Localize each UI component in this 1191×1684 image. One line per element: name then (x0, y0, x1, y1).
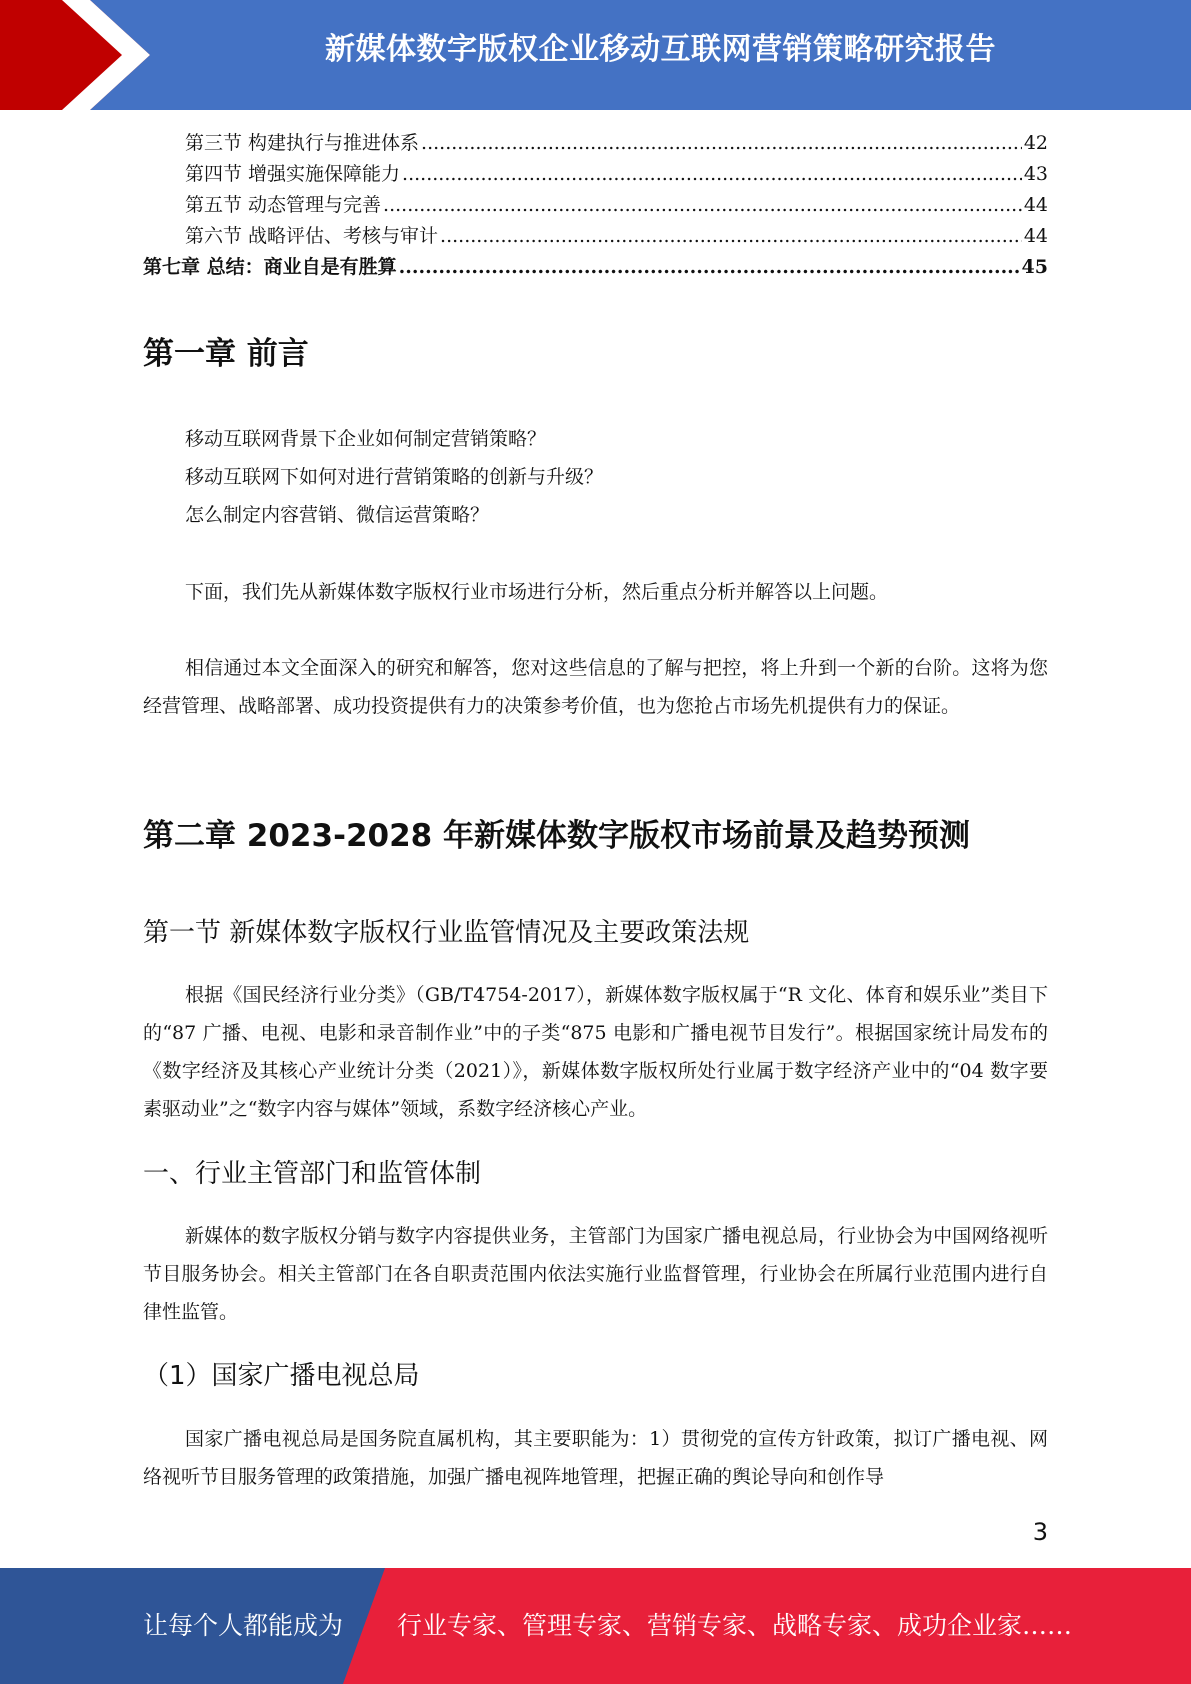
footer-slogan-right: 行业专家、管理专家、营销专家、战略专家、成功企业家…… (397, 1611, 1073, 1640)
toc-entry[interactable] (185, 160, 1048, 188)
chapter-1-heading: 第一章 前言 (143, 336, 309, 372)
report-title: 新媒体数字版权企业移动互联网营销策略研究报告 (325, 32, 996, 67)
toc-entry-page: 42 (1023, 132, 1048, 154)
body-paragraph: 国家广播电视总局是国务院直属机构，其主要职能为：1）贯彻党的宣传方针政策，拟订广播电视、网络视听节目服务管理的政策措施，加强广播电视阵地管理，把握正确的舆论导向和创作导 (143, 1428, 1048, 1488)
body-paragraph: 根据《国民经济行业分类》（GB/T4754-2017），新媒体数字版权属于“R 文化、体育和娱乐业”类目下的“87 广播、电视、电影和录音制作业”中的子类“875 电影和广播电视节目发行”。根据国家统计局发布的《数字经济及其核心产业统计分类（2021）》，新媒体数字版权所处行业属于数字经济产业中的“04 数字要素驱动业”之“数字内容与媒体”领域，系数字经济核心产业。 (143, 984, 1048, 1120)
toc-entry-label: 第四节 增强实施保障能力 (185, 163, 401, 185)
toc-entry-label: 第六节 战略评估、考核与审计 (185, 225, 439, 247)
toc-entry-label: 第三节 构建执行与推进体系 (185, 132, 420, 154)
intro-question: 怎么制定内容营销、微信运营策略？ (185, 504, 490, 526)
toc-entry-label: 第五节 动态管理与完善 (185, 194, 382, 216)
section-heading: 第一节 新媒体数字版权行业监管情况及主要政策法规 (143, 918, 750, 948)
subsection-heading: 一、行业主管部门和监管体制 (143, 1159, 482, 1189)
toc-leader-dots (399, 253, 1020, 281)
toc-entry-label: 第七章 总结：商业自是有胜算 (143, 256, 397, 278)
page-footer (0, 1568, 1191, 1684)
footer-slogan-left: 让每个人都能成为 (143, 1611, 344, 1640)
toc-entry[interactable] (185, 191, 1048, 219)
subsection-heading: （1）国家广播电视总局 (143, 1361, 420, 1391)
page-number: 3 (1032, 1518, 1048, 1546)
page-header (0, 0, 1191, 110)
chapter-2-heading: 第二章 2023-2028 年新媒体数字版权市场前景及趋势预测 (143, 818, 971, 854)
intro-question: 移动互联网下如何对进行营销策略的创新与升级？ (185, 466, 604, 488)
toc-entry[interactable] (185, 129, 1048, 157)
toc-entry-chapter[interactable] (143, 253, 1048, 281)
body-paragraph: 新媒体的数字版权分销与数字内容提供业务，主管部门为国家广播电视总局，行业协会为中国网络视听节目服务协会。相关主管部门在各自职责范围内依法实施行业监督管理，行业协会在所属行业范围内进行自律性监管。 (143, 1225, 1048, 1323)
intro-paragraph: 下面，我们先从新媒体数字版权行业市场进行分析，然后重点分析并解答以上问题。 (185, 581, 889, 603)
toc-leader-dots (402, 160, 1022, 188)
toc-entry-page: 45 (1021, 256, 1048, 278)
toc-entry-page: 43 (1023, 163, 1048, 185)
toc-entry[interactable] (185, 222, 1048, 250)
toc-entry-page: 44 (1023, 225, 1048, 247)
toc-leader-dots (421, 129, 1022, 157)
intro-paragraph: 相信通过本文全面深入的研究和解答，您对这些信息的了解与把控，将上升到一个新的台阶。这将为您经营管理、战略部署、成功投资提供有力的决策参考价值，也为您抢占市场先机提供有力的保证。 (143, 657, 1048, 717)
toc-entry-page: 44 (1023, 194, 1048, 216)
toc-leader-dots (440, 222, 1022, 250)
intro-question: 移动互联网背景下企业如何制定营销策略？ (185, 428, 547, 450)
toc-leader-dots (383, 191, 1022, 219)
